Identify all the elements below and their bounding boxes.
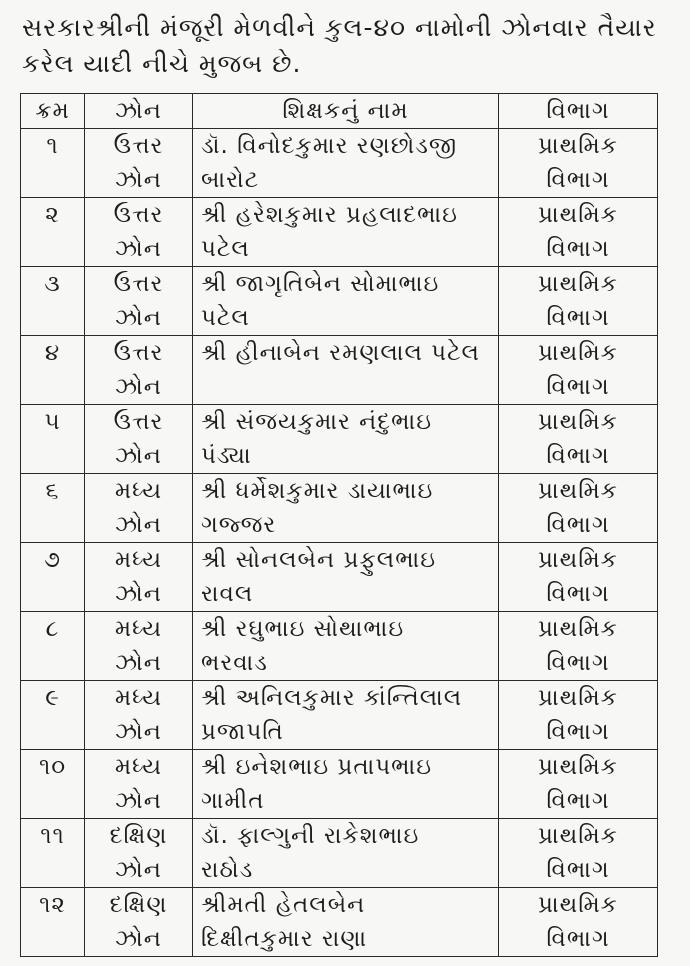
zone-cell bbox=[85, 336, 193, 405]
department-cell bbox=[499, 819, 658, 888]
serial-cell bbox=[21, 819, 85, 888]
teacher-name-line1: શ્રી સોનલબેન પ્રફુલભાઇ bbox=[201, 547, 437, 573]
department-name: પ્રાથમિક bbox=[538, 685, 618, 711]
zone-name: ઉત્તર bbox=[113, 409, 164, 435]
department-name: પ્રાથમિક bbox=[538, 409, 618, 435]
serial-number: ૨ bbox=[45, 202, 60, 228]
department-label: વિભાગ bbox=[546, 857, 610, 883]
serial-number: ૧ bbox=[46, 133, 59, 159]
serial-number: ૪ bbox=[44, 340, 61, 366]
zone-label: ઝોન bbox=[115, 650, 162, 676]
department-cell bbox=[499, 129, 658, 198]
zone-name: ઉત્તર bbox=[113, 340, 164, 366]
department-label: વિભાગ bbox=[546, 236, 610, 262]
teacher-name-line2: બારોટ bbox=[201, 167, 260, 193]
teacher-name-line1: શ્રી અનિલકુમાર કાંન્તિલાલ bbox=[201, 685, 463, 711]
zone-cell bbox=[85, 198, 193, 267]
intro-paragraph: સરકારશ્રીની મંજૂરી મેળવીને કુલ-૪૦ નામોની ઝોનવાર તૈયાર કરેલ યાદી નીચે મુજબ છે. bbox=[22, 13, 657, 78]
zone-label: ઝોન bbox=[115, 926, 162, 952]
serial-cell bbox=[21, 888, 85, 957]
serial-cell bbox=[21, 681, 85, 750]
teacher-name-cell bbox=[193, 819, 499, 888]
department-name: પ્રાથમિક bbox=[538, 547, 618, 573]
serial-number: ૬ bbox=[45, 478, 60, 504]
department-label: વિભાગ bbox=[546, 305, 610, 331]
teacher-name-line2: ભરવાડ bbox=[201, 650, 268, 676]
teacher-name-line1: શ્રી રઘુભાઇ સોથાભાઇ bbox=[201, 616, 405, 642]
teacher-name-cell bbox=[193, 336, 499, 405]
serial-cell bbox=[21, 336, 85, 405]
department-name: પ્રાથમિક bbox=[538, 340, 618, 366]
table-header-row bbox=[21, 94, 658, 129]
department-name: પ્રાથમિક bbox=[538, 616, 618, 642]
zone-cell bbox=[85, 543, 193, 612]
serial-cell bbox=[21, 405, 85, 474]
zone-name: મધ્ય bbox=[114, 547, 163, 573]
zone-cell bbox=[85, 474, 193, 543]
zone-label: ઝોન bbox=[115, 167, 162, 193]
table-row bbox=[21, 681, 658, 750]
zone-label: ઝોન bbox=[115, 305, 162, 331]
zone-label: ઝોન bbox=[115, 512, 162, 538]
department-label: વિભાગ bbox=[546, 719, 610, 745]
teacher-name-line2: પટેલ bbox=[201, 236, 250, 262]
table-row bbox=[21, 405, 658, 474]
department-cell bbox=[499, 267, 658, 336]
serial-cell bbox=[21, 474, 85, 543]
serial-cell bbox=[21, 750, 85, 819]
zone-cell bbox=[85, 405, 193, 474]
zone-name: દક્ષિણ bbox=[109, 823, 168, 849]
table-row bbox=[21, 750, 658, 819]
zone-name: મધ્ય bbox=[114, 754, 163, 780]
teacher-name-line2: ગજ્જર bbox=[201, 512, 277, 538]
department-name: પ્રાથમિક bbox=[538, 202, 618, 228]
zone-label: ઝોન bbox=[115, 581, 162, 607]
teacher-name-cell bbox=[193, 405, 499, 474]
teacher-name-cell bbox=[193, 681, 499, 750]
zone-label: ઝોન bbox=[115, 719, 162, 745]
zone-name: ઉત્તર bbox=[113, 271, 164, 297]
department-cell bbox=[499, 888, 658, 957]
table-row bbox=[21, 612, 658, 681]
table-row bbox=[21, 888, 658, 957]
teacher-name-line2: દિક્ષીતકુમાર રાણા bbox=[201, 926, 368, 952]
table-row bbox=[21, 543, 658, 612]
table-row bbox=[21, 198, 658, 267]
department-cell bbox=[499, 543, 658, 612]
zone-label: ઝોન bbox=[115, 236, 162, 262]
zone-name: ઉત્તર bbox=[113, 202, 164, 228]
serial-number: ૧૨ bbox=[39, 892, 66, 918]
department-cell bbox=[499, 198, 658, 267]
zone-name: દક્ષિણ bbox=[109, 892, 168, 918]
serial-number: ૩ bbox=[44, 271, 61, 297]
teacher-name-line2: પટેલ bbox=[201, 305, 250, 331]
department-label: વિભાગ bbox=[546, 512, 610, 538]
zone-name: મધ્ય bbox=[114, 616, 163, 642]
zone-cell bbox=[85, 888, 193, 957]
department-cell bbox=[499, 612, 658, 681]
department-cell bbox=[499, 474, 658, 543]
zone-name: મધ્ય bbox=[114, 685, 163, 711]
teacher-name-line1: શ્રી સંજયકુમાર નંદુભાઇ bbox=[201, 409, 432, 435]
serial-number: ૮ bbox=[45, 616, 60, 642]
teacher-name-cell bbox=[193, 750, 499, 819]
serial-number: ૧૧ bbox=[40, 823, 65, 849]
department-label: વિભાગ bbox=[546, 926, 610, 952]
teacher-name-line1: ડૉ. ફાલ્ગુની રાકેશભાઇ bbox=[201, 823, 420, 849]
teacher-name-cell bbox=[193, 612, 499, 681]
teacher-name-line1: શ્રી જાગૃતિબેન સોમાભાઇ bbox=[201, 271, 440, 297]
teacher-name-line2: રાઠોડ bbox=[201, 857, 254, 883]
zone-cell bbox=[85, 129, 193, 198]
serial-number: ૯ bbox=[45, 685, 60, 711]
department-name: પ્રાથમિક bbox=[538, 823, 618, 849]
header-zone: ઝોન bbox=[85, 94, 193, 129]
department-name: પ્રાથમિક bbox=[538, 892, 618, 918]
department-name: પ્રાથમિક bbox=[538, 133, 618, 159]
header-department: વિભાગ bbox=[499, 94, 658, 129]
serial-number: ૫ bbox=[44, 409, 61, 435]
teacher-name-line2: ગામીત bbox=[201, 788, 265, 814]
zone-cell bbox=[85, 267, 193, 336]
department-label: વિભાગ bbox=[546, 374, 610, 400]
zone-label: ઝોન bbox=[115, 443, 162, 469]
teacher-name-line1: શ્રીમતી હેતલબેન bbox=[201, 892, 366, 918]
zone-label: ઝોન bbox=[115, 857, 162, 883]
teacher-name-line1: શ્રી હીનાબેન રમણલાલ પટેલ bbox=[201, 340, 480, 366]
department-label: વિભાગ bbox=[546, 443, 610, 469]
zone-label: ઝોન bbox=[115, 788, 162, 814]
serial-number: ૧૦ bbox=[38, 754, 67, 780]
teacher-name-cell bbox=[193, 198, 499, 267]
teacher-name-line1: ડૉ. વિનોદકુમાર રણછોડજી bbox=[201, 133, 458, 159]
department-label: વિભાગ bbox=[546, 650, 610, 676]
teacher-name-line1: શ્રી ધર્મેશકુમાર ડાયાભાઇ bbox=[201, 478, 434, 504]
serial-cell bbox=[21, 543, 85, 612]
teacher-list-table bbox=[20, 93, 658, 957]
department-name: પ્રાથમિક bbox=[538, 754, 618, 780]
header-teacher-name: શિક્ષકનું નામ bbox=[193, 94, 499, 129]
zone-name: મધ્ય bbox=[114, 478, 163, 504]
teacher-name-line2: રાવલ bbox=[201, 581, 254, 607]
serial-cell bbox=[21, 198, 85, 267]
department-cell bbox=[499, 336, 658, 405]
zone-label: ઝોન bbox=[115, 374, 162, 400]
teacher-name-cell bbox=[193, 267, 499, 336]
table-row bbox=[21, 474, 658, 543]
teacher-name-line2: પંડ્યા bbox=[201, 443, 252, 469]
department-name: પ્રાથમિક bbox=[538, 478, 618, 504]
department-cell bbox=[499, 405, 658, 474]
table-row bbox=[21, 819, 658, 888]
serial-number: ૭ bbox=[44, 547, 61, 573]
department-name: પ્રાથમિક bbox=[538, 271, 618, 297]
department-label: વિભાગ bbox=[546, 581, 610, 607]
department-label: વિભાગ bbox=[546, 167, 610, 193]
zone-cell bbox=[85, 681, 193, 750]
zone-cell bbox=[85, 750, 193, 819]
teacher-name-cell bbox=[193, 129, 499, 198]
department-cell bbox=[499, 750, 658, 819]
department-cell bbox=[499, 681, 658, 750]
zone-name: ઉત્તર bbox=[113, 133, 164, 159]
serial-cell bbox=[21, 267, 85, 336]
teacher-name-cell bbox=[193, 543, 499, 612]
teacher-name-cell bbox=[193, 888, 499, 957]
zone-cell bbox=[85, 819, 193, 888]
table-row bbox=[21, 267, 658, 336]
zone-cell bbox=[85, 612, 193, 681]
teacher-name-line1: શ્રી હરેશકુમાર પ્રહલાદભાઇ bbox=[201, 202, 458, 228]
table-row bbox=[21, 336, 658, 405]
teacher-name-line1: શ્રી ઇનેશભાઇ પ્રતાપભાઇ bbox=[201, 754, 432, 780]
header-serial: ક્રમ bbox=[21, 94, 85, 129]
table-row bbox=[21, 129, 658, 198]
serial-cell bbox=[21, 129, 85, 198]
teacher-name-cell bbox=[193, 474, 499, 543]
serial-cell bbox=[21, 612, 85, 681]
teacher-name-line2: પ્રજાપતિ bbox=[201, 719, 284, 745]
department-label: વિભાગ bbox=[546, 788, 610, 814]
